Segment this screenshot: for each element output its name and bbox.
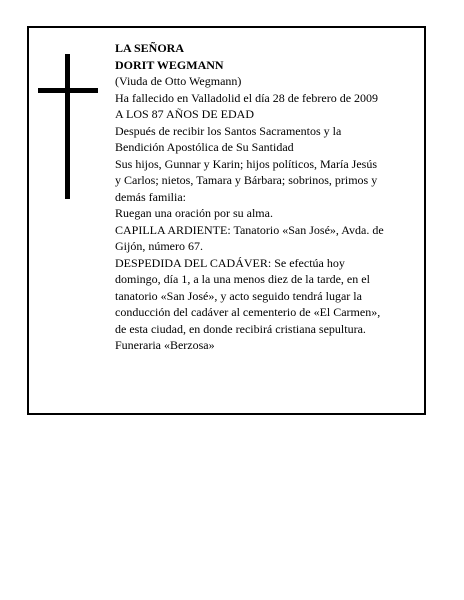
farewell-line-4: conducción del cadáver al cementerio de «El Carmen»,	[115, 305, 381, 319]
notice-heading: LA SEÑORA	[115, 41, 185, 55]
farewell-line-5: de esta ciudad, en donde recibirá cristiana sepultura.	[115, 321, 366, 336]
family-line-3: demás familia:	[115, 189, 186, 204]
farewell-line-1: DESPEDIDA DEL CADÁVER: Se efectúa hoy	[115, 255, 345, 270]
chapel-line-1: CAPILLA ARDIENTE: Tanatorio «San José», Avda. de	[115, 222, 384, 237]
family-line-2: y Carlos; nietos, Tamara y Bárbara; sobrinos, primos y	[115, 173, 378, 187]
notice-text	[115, 40, 427, 354]
sacraments-line-2: Bendición Apostólica de Su Santidad	[115, 140, 294, 154]
obituary-notice	[27, 26, 426, 415]
deceased-name: DORIT WEGMANN	[115, 57, 224, 72]
age-line: A LOS 87 AÑOS DE EDAD	[115, 107, 255, 121]
farewell-line-3: tanatorio «San José», y acto seguido tendrá lugar la	[115, 288, 362, 303]
farewell-line-2: domingo, día 1, a la una menos diez de la tarde, en el	[115, 272, 370, 286]
cross-icon	[38, 54, 98, 199]
widow-of-line: (Viuda de Otto Wegmann)	[115, 74, 242, 88]
prayer-line: Ruegan una oración por su alma.	[115, 206, 273, 220]
sacraments-line-1: Después de recibir los Santos Sacramentos y la	[115, 123, 342, 138]
funeral-home-line: Funeraria «Berzosa»	[115, 338, 215, 352]
cross-vertical-bar	[65, 54, 70, 199]
cross-horizontal-bar	[38, 88, 98, 93]
chapel-line-2: Gijón, número 67.	[115, 239, 203, 253]
family-line-1: Sus hijos, Gunnar y Karin; hijos políticos, María Jesús	[115, 156, 377, 171]
death-date-line: Ha fallecido en Valladolid el día 28 de febrero de 2009	[115, 90, 379, 105]
